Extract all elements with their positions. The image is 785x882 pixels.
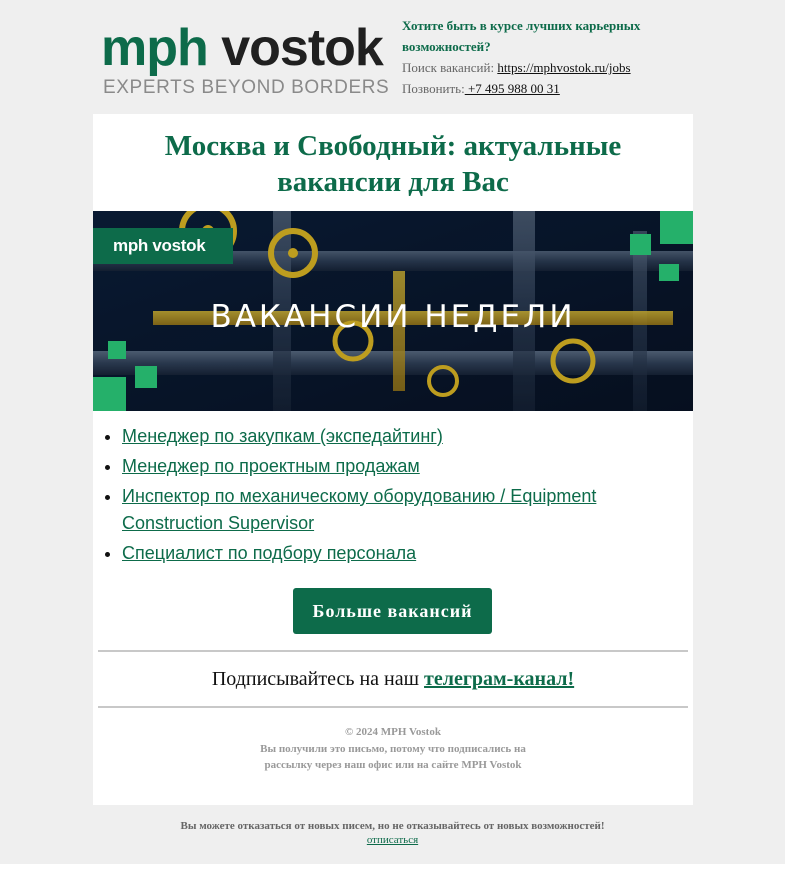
jobs-search-line [402,57,692,78]
logo-wordmark [101,20,383,76]
main-card [93,114,693,805]
header-info [402,15,692,99]
vacancy-link-recruiter[interactable]: Специалист по подбору персонала [122,543,417,563]
email-footer [243,724,543,774]
email-header [93,10,693,108]
telegram-subscribe [93,663,693,695]
banner-logo [93,228,233,264]
vacancies-banner[interactable] [93,211,693,411]
header-question: Хотите быть в курсе лучших карьерных возможностей? [402,18,641,54]
call-line [402,78,692,99]
more-vacancies-button[interactable]: Больше вакансий [293,588,492,634]
mph-vostok-logo[interactable] [101,18,391,98]
divider [98,706,688,708]
banner-heading: ВАКАНСИИ НЕДЕЛИ [210,299,576,335]
unsubscribe-section [0,819,785,847]
vacancy-link-project-sales[interactable]: Менеджер по проектным продажам [122,456,420,476]
phone-link[interactable]: +7 495 988 00 31 [464,81,560,96]
call-label: Позвонить: [402,81,465,96]
subscription-reason: Вы получили это письмо, потому что подписались на рассылку через наш офис или на сайте MPH Vostok [260,742,526,771]
jobs-search-label: Поиск вакансий: [402,60,498,75]
logo-brand-dark: vostok [207,19,383,77]
telegram-link[interactable]: телеграм-канал! [424,668,575,690]
vacancy-link-procurement[interactable]: Менеджер по закупкам (экспедайтинг) [122,426,443,446]
vacancy-list [122,423,662,570]
unsubscribe-link[interactable]: отписаться [366,834,419,846]
logo-brand-green: mph [101,19,208,77]
jobs-search-link[interactable]: https://mphvostok.ru/jobs [497,60,631,75]
copyright: © 2024 MPH Vostok [345,726,441,738]
vacancy-link-equipment-inspector[interactable]: Инспектор по механическому оборудованию / Equipment Construction Supervisor [122,486,597,533]
list-item [122,540,662,567]
list-item [122,423,662,450]
list-item [122,483,662,537]
telegram-text: Подписывайтесь на наш [211,668,425,690]
banner-logo-text: mph vostok [113,236,206,255]
unsubscribe-note: Вы можете отказаться от новых писем, но не отказывайтесь от новых возможностей! [180,820,605,832]
list-item [122,453,662,480]
logo-tagline: EXPERTS BEYOND BORDERS [103,77,390,98]
page-title: Москва и Свободный: актуальные вакансии для Вас [164,130,622,198]
divider [98,650,688,652]
